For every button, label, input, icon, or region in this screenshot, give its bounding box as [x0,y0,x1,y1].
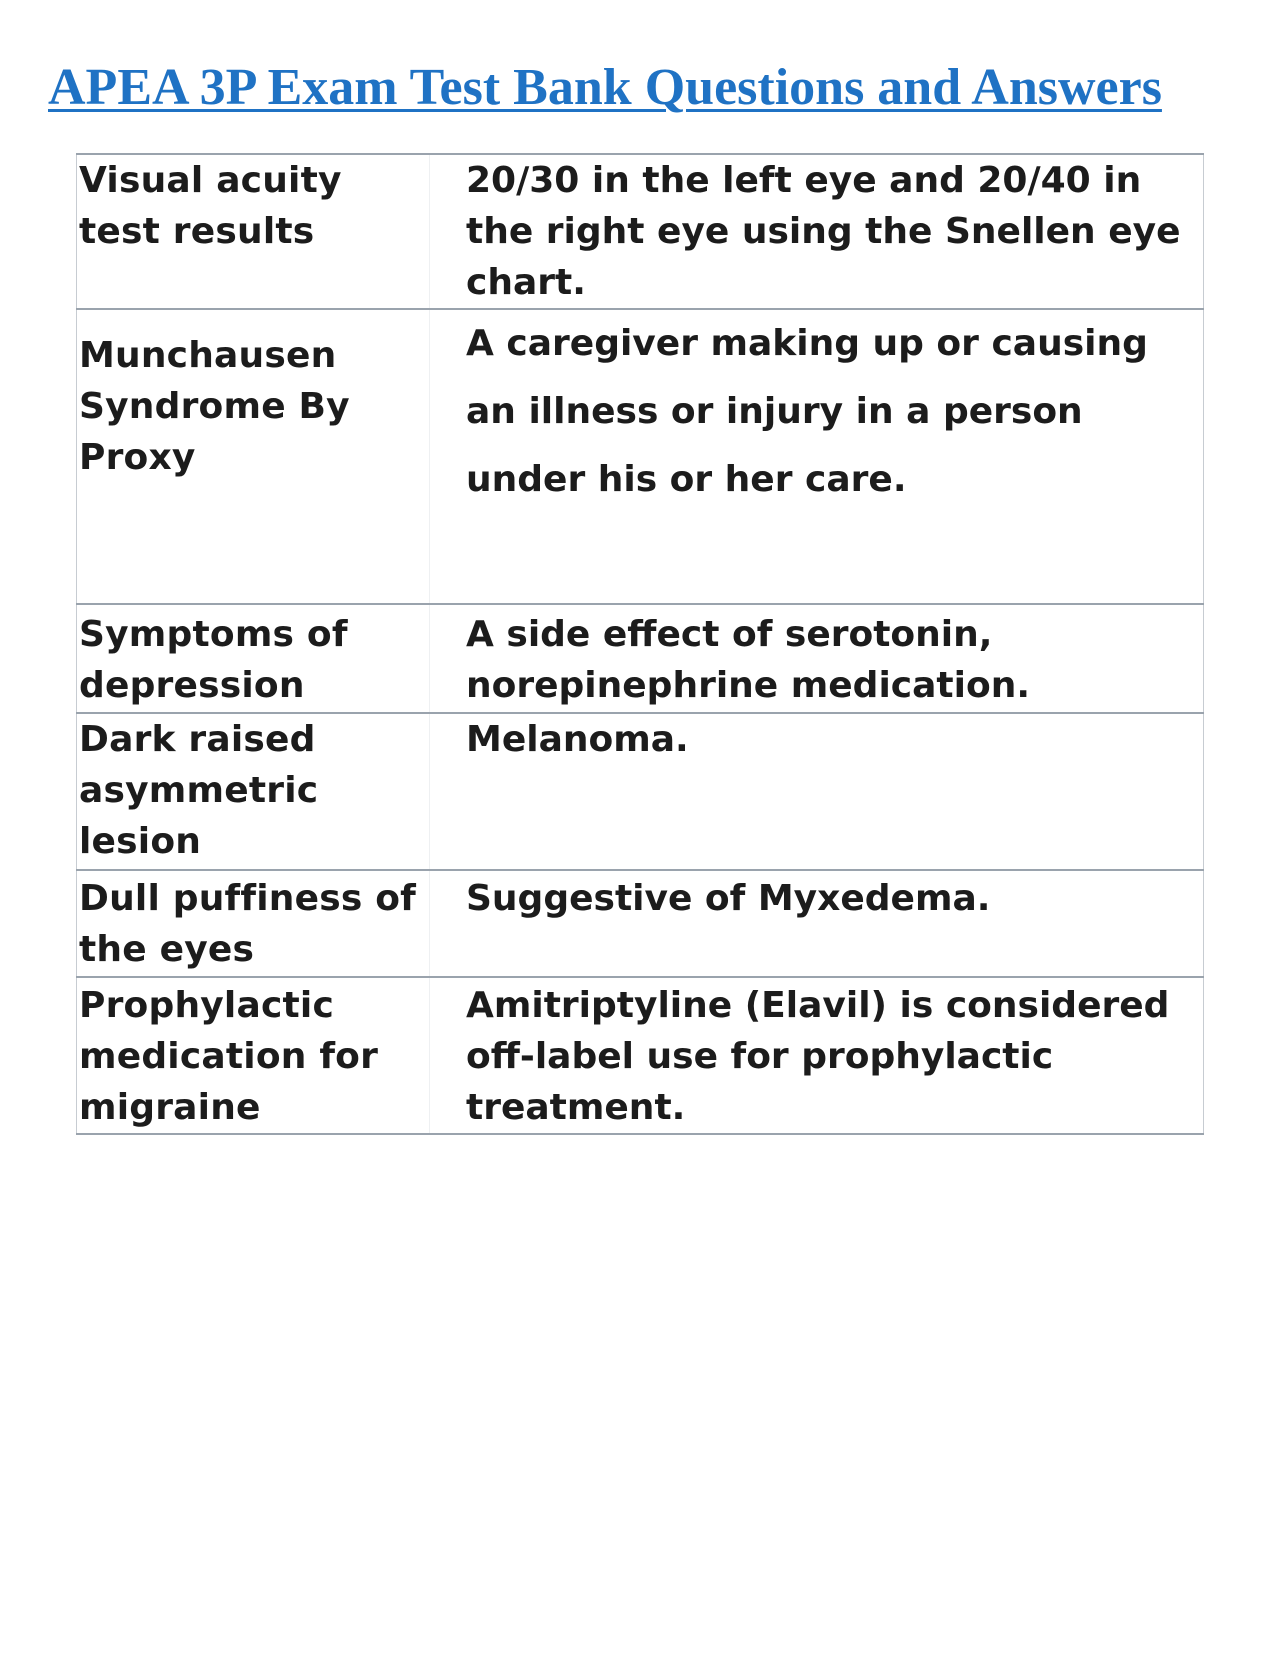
table-row [77,977,1204,1134]
term-cell: Prophylactic medication for migraine [77,977,430,1134]
answer-cell: Suggestive of Myxedema. [430,870,1204,977]
answer-cell: Melanoma. [430,713,1204,870]
table-row [77,154,1204,309]
answer-cell: 20/30 in the left eye and 20/40 in the right eye using the Snellen eye chart. [430,154,1204,309]
term-cell: Munchausen Syndrome By Proxy [77,309,430,604]
qa-table [76,153,1204,1135]
answer-cell: A side effect of serotonin, norepinephrine medication. [430,604,1204,713]
term-cell: Dark raised asymmetric lesion [77,713,430,870]
term-cell: Symptoms of depression [77,604,430,713]
table-row [77,870,1204,977]
page-title[interactable]: APEA 3P Exam Test Bank Questions and Answers [48,59,1162,116]
table-row [77,713,1204,870]
answer-cell: A caregiver making up or causing an illness or injury in a person under his or her care. [430,309,1204,604]
table-row [77,604,1204,713]
table-row [77,309,1204,604]
term-cell: Dull puffiness of the eyes [77,870,430,977]
answer-cell: Amitriptyline (Elavil) is considered off-label use for prophylactic treatment. [430,977,1204,1134]
term-cell: Visual acuity test results [77,154,430,309]
